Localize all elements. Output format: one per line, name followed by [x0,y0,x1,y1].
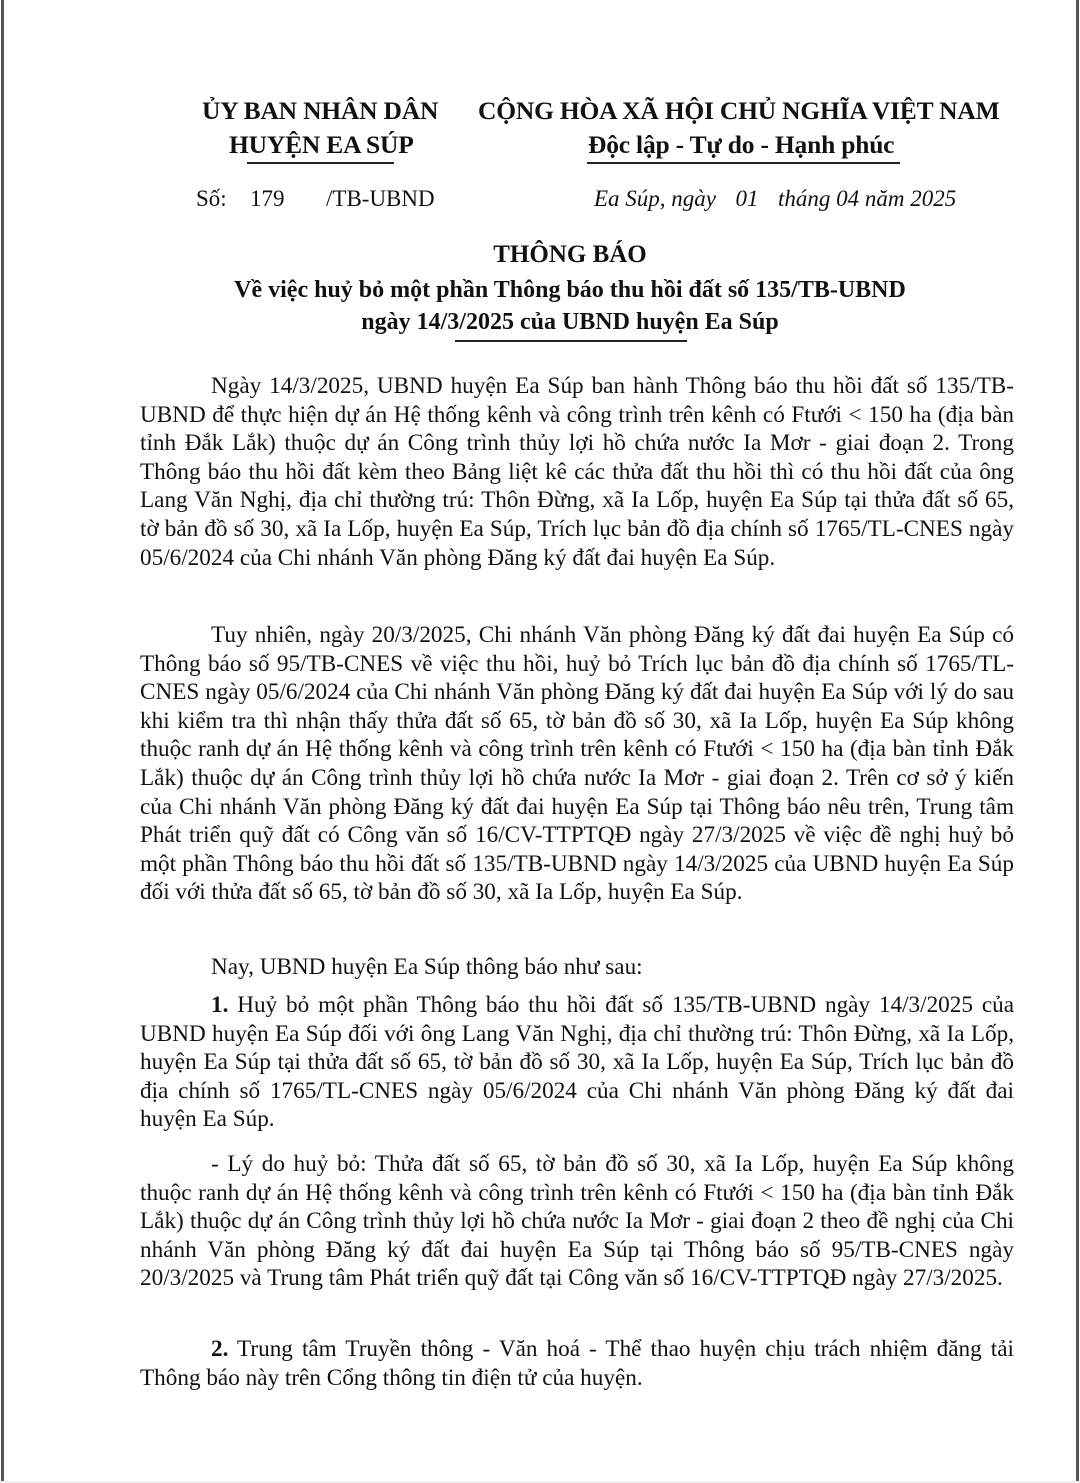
cancellation-reason [140,1150,1014,1293]
paragraph-3: Nay, UBND huyện Ea Súp thông báo như sau: [211,954,643,980]
year-label: năm 2025 [864,186,957,211]
place-date [594,186,956,212]
month-label: tháng [778,186,831,211]
item-1 [140,991,1014,1134]
paragraph-however [140,621,1014,907]
motto-underline [587,162,900,164]
paragraph-2: Tuy nhiên, ngày 20/3/2025, Chi nhánh Văn phòng Đăng ký đất đai huyện Ea Súp có Thông báo số 95/TB-CNES về việc thu hồi, huỷ bỏ Trích lục bản đồ địa chính số 1765/TL-CNES ngày 05/6/2024 của Chi nhánh Văn phòng Đăng ký đất đai huyện Ea Súp với lý do sau khi kiểm tra thì nhận thấy thửa đất số 65, tờ bản đồ số 30, xã Ia Lốp, huyện Ea Súp không thuộc ranh dự án Hệ thống kênh và công trình trên kênh có Ftưới < 150 ha (địa bàn tỉnh Đắk Lắk) thuộc dự án Công trình thủy lợi hồ chứa nước Ia Mơr - giai đoạn 2. Trên cơ sở ý kiến của Chi nhánh Văn phòng Đăng ký đất đai huyện Ea Súp tại Thông báo nêu trên, Trung tâm Phát triển quỹ đất có Công văn số 16/CV-TTPTQĐ ngày 27/3/2025 về việc đề nghị huỷ bỏ một phần Thông báo thu hồi đất số 135/TB-UBND ngày 14/3/2025 của UBND huyện Ea Súp đối với thửa đất số 65, tờ bản đồ số 30, xã Ia Lốp, huyện Ea Súp. [140,622,1014,906]
agency-district: HUYỆN EA SÚP [229,130,414,159]
place-label: Ea Súp, ngày [594,186,717,211]
document-subtitle-line2: ngày 14/3/2025 của UBND huyện Ea Súp [361,309,779,335]
item-1-text: Huỷ bỏ một phần Thông báo thu hồi đất số 135/TB-UBND ngày 14/3/2025 của UBND huyện Ea Súp đối với ông Lang Văn Nghị, địa chỉ thường trú: Thôn Đừng, xã Ia Lốp, huyện Ea Súp tại thửa đất số 65, tờ bản đồ số 30, xã Ia Lốp, huyện Ea Súp, Trích lục bản đồ địa chính số 1765/TL-CNES ngày 05/6/2024 của Chi nhánh Văn phòng Đăng ký đất đai huyện Ea Súp. [140,992,1014,1133]
paragraph-1: Ngày 14/3/2025, UBND huyện Ea Súp ban hành Thông báo thu hồi đất số 135/TB-UBND để thực hiện dự án Hệ thống kênh và công trình trên kênh có Ftưới < 150 ha (địa bàn tỉnh Đắk Lắk) thuộc dự án Công trình thủy lợi hồ chứa nước Ia Mơr - giai đoạn 2. Trong Thông báo thu hồi đất kèm theo Bảng liệt kê các thửa đất thu hồi thì có thu hồi đất của ông Lang Văn Nghị, địa chỉ thường trú: Thôn Đừng, xã Ia Lốp, huyện Ea Súp tại thửa đất số 65, tờ bản đồ số 30, xã Ia Lốp, huyện Ea Súp, Trích lục bản đồ địa chính số 1765/TL-CNES ngày 05/6/2024 của Chi nhánh Văn phòng Đăng ký đất đai huyện Ea Súp. [140,373,1014,571]
date-month: 04 [836,186,860,211]
nation-name: CỘNG HÒA XÃ HỘI CHỦ NGHĨA VIỆT NAM [478,96,1000,125]
item-2-paragraph [140,1335,1014,1392]
item-2-text: Trung tâm Truyền thông - Văn hoá - Thể thao huyện chịu trách nhiệm đăng tải Thông báo này trên Cổng thông tin điện tử của huyện. [140,1336,1014,1391]
item-1-paragraph [140,991,1014,1134]
paragraph-announcement [140,953,1014,982]
item-1-number: 1. [211,992,229,1018]
document-subtitle-line1: Về việc huỷ bỏ một phần Thông báo thu hồi đất số 135/TB-UBND [234,277,906,303]
right-border [1076,0,1079,1483]
reason-paragraph: - Lý do huỷ bỏ: Thửa đất số 65, tờ bản đồ số 30, xã Ia Lốp, huyện Ea Súp không thuộc ranh dự án Hệ thống kênh và công trình trên kênh có Ftưới < 150 ha (địa bàn tỉnh Đắk Lắk) thuộc dự án Công trình thủy lợi hồ chứa nước Ia Mơr - giai đoạn 2 theo đề nghị của Chi nhánh Văn phòng Đăng ký đất đai huyện Ea Súp tại Thông báo số 95/TB-CNES ngày 20/3/2025 và Trung tâm Phát triển quỹ đất tại Công văn số 16/CV-TTPTQĐ ngày 27/3/2025. [140,1151,1014,1292]
date-day: 01 [735,186,759,211]
item-2 [140,1335,1014,1392]
agency-name: ỦY BAN NHÂN DÂN [202,96,439,125]
agency-underline [247,162,394,164]
item-2-number: 2. [211,1336,229,1362]
document-number: 179 [250,186,285,211]
document-number-suffix: /TB-UBND [326,186,435,211]
title-underline [455,340,687,342]
paragraph-background [140,372,1014,572]
document-number-label: Số: [196,186,227,211]
document-title: THÔNG BÁO [493,241,647,268]
nation-motto: Độc lập - Tự do - Hạnh phúc [588,130,895,159]
left-border [1,0,4,1483]
